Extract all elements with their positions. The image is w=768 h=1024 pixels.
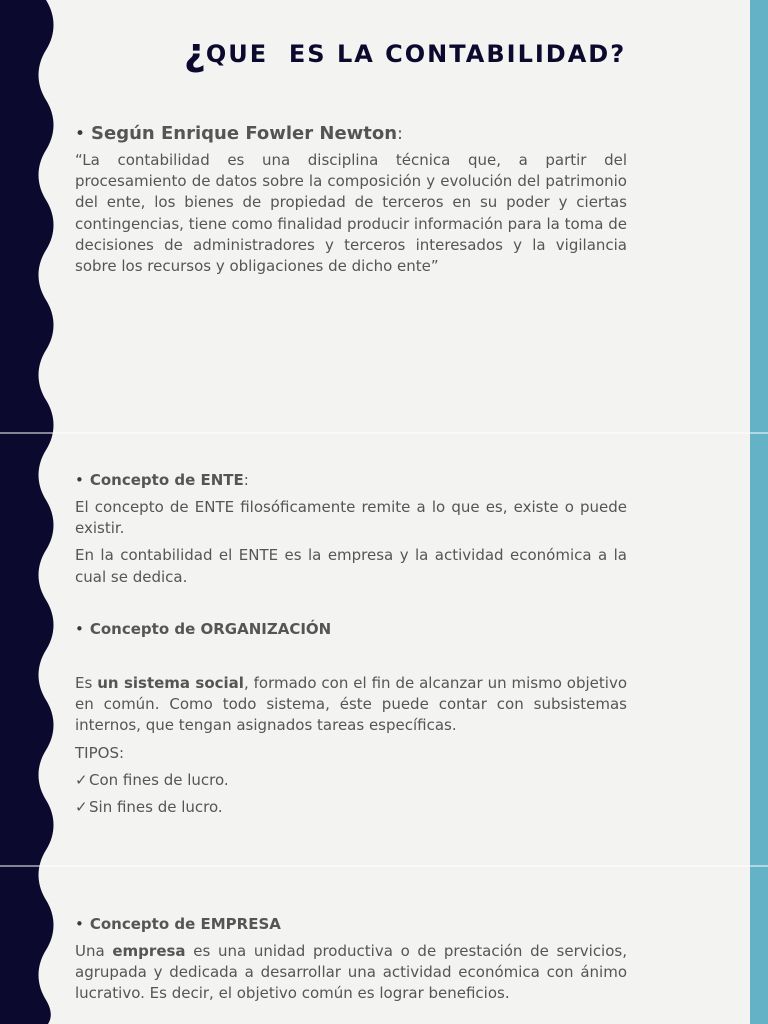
page-title — [60, 30, 750, 74]
ente-section — [75, 470, 627, 588]
ente-paragraph-1: El concepto de ENTE filosóficamente remite a lo que es, existe o puede existir. — [75, 498, 627, 538]
checkmark-icon: ✓ — [75, 798, 88, 817]
organizacion-rest: , formado con el fin de alcanzar un mismo objetivo en común. Como todo sistema, éste puede contar con subsistemas internos, que tengan asignados tareas específicas. — [75, 674, 627, 735]
organizacion-paragraph — [75, 673, 627, 737]
organizacion-heading — [75, 619, 627, 640]
checkmark-icon: ✓ — [75, 770, 88, 789]
heading-colon: : — [397, 124, 403, 144]
organizacion-heading-text: Concepto de ORGANIZACIÓN — [89, 620, 332, 638]
tipos-label: TIPOS: — [75, 743, 125, 762]
ente-paragraph-2: En la contabilidad el ENTE es la empresa y la actividad económica a la cual se dedica. — [75, 546, 627, 586]
ente-heading-text: Concepto de ENTE — [89, 471, 244, 489]
empresa-section — [75, 914, 627, 1005]
empresa-bold: empresa — [112, 942, 186, 960]
organizacion-body — [75, 673, 627, 818]
empresa-heading — [75, 914, 627, 935]
organizacion-bold: un sistema social — [97, 674, 244, 692]
right-accent-band — [750, 0, 768, 1024]
tipo-item — [75, 797, 627, 818]
organizacion-section — [75, 619, 627, 640]
fowler-newton-heading-text: Según Enrique Fowler Newton — [91, 123, 398, 144]
bullet-icon: • — [75, 915, 84, 933]
bullet-icon: • — [75, 620, 84, 638]
empresa-paragraph — [75, 941, 627, 1005]
title-text: QUE ES LA CONTABILIDAD? — [205, 40, 627, 68]
definition-quote: “La contabilidad es una disciplina técnica que, a partir del procesamiento de datos sobre la composición y evolución del patrimonio del ente, los bienes de propiedad de terceros en su poder y ciertas contingencias, tiene como finalidad producir información para la toma de decisiones de administradores y terceros interesados y la vigilancia sobre los recursos y obligaciones de dicho ente” — [75, 151, 627, 276]
empresa-prefix: Una — [75, 942, 113, 960]
tipo-label: Con fines de lucro. — [89, 770, 229, 789]
fowler-newton-heading — [75, 122, 627, 146]
bullet-icon: • — [75, 471, 84, 489]
empresa-rest: es una unidad productiva o de prestación de servicios, agrupada y dedicada a desarrollar una actividad económica con ánimo lucrativo. Es decir, el objetivo común es lograr beneficios. — [75, 942, 627, 1003]
ente-heading — [75, 470, 627, 491]
bullet-icon: • — [75, 124, 86, 144]
heading-colon: : — [243, 471, 249, 489]
empresa-heading-text: Concepto de EMPRESA — [89, 915, 281, 933]
organizacion-prefix: Es — [75, 674, 98, 692]
fowler-newton-section — [75, 122, 627, 277]
tipo-item — [75, 770, 627, 791]
title-question-mark: ¿ — [183, 30, 206, 74]
tipo-label: Sin fines de lucro. — [89, 798, 223, 817]
left-wavy-band — [0, 0, 54, 1024]
